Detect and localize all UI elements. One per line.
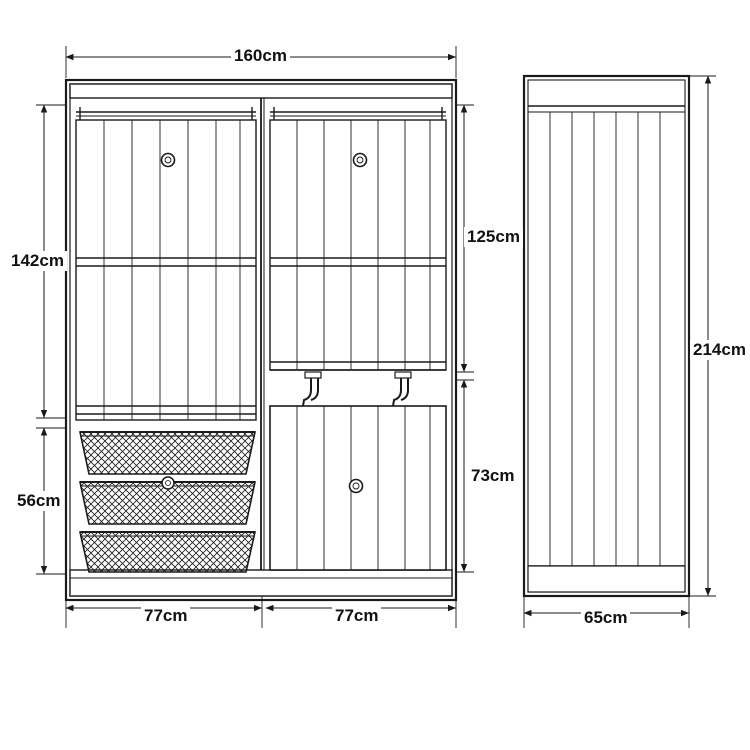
dim-side-depth: 65cm — [581, 608, 630, 628]
dim-left-section-height: 142cm — [8, 251, 67, 271]
dim-right-upper-height: 125cm — [464, 227, 523, 247]
dim-left-door-width: 77cm — [141, 606, 190, 626]
dim-right-door-width: 77cm — [332, 606, 381, 626]
wire-baskets — [80, 432, 255, 572]
side-view — [524, 76, 689, 596]
dim-overall-width: 160cm — [231, 46, 290, 66]
front-view — [66, 80, 456, 600]
dim-baskets-height: 56cm — [14, 491, 63, 511]
dim-right-lower-height: 73cm — [468, 466, 517, 486]
dim-side-height: 214cm — [690, 340, 749, 360]
